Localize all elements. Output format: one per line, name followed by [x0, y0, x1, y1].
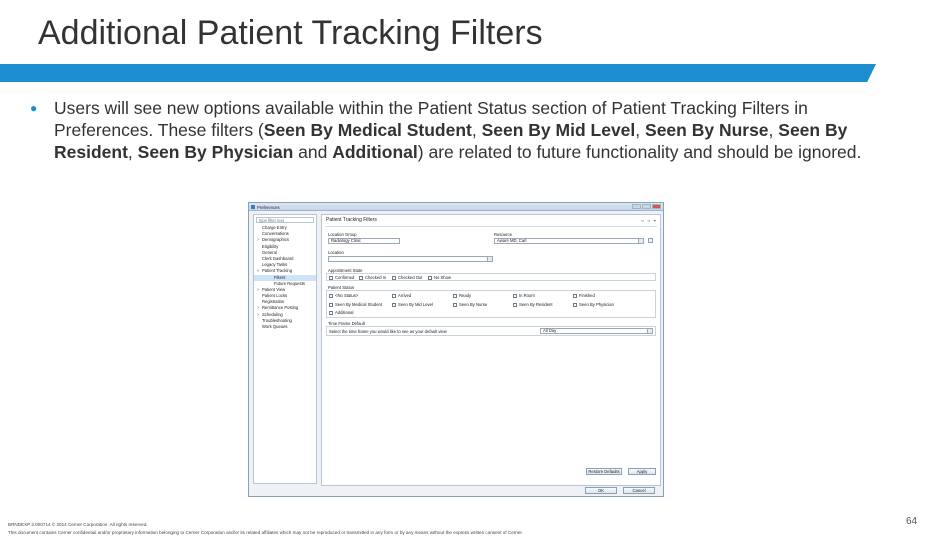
- nav-item[interactable]: > Scheduling: [254, 312, 316, 318]
- checkbox-label: Arrived: [398, 293, 412, 298]
- chevron-down-icon[interactable]: [487, 257, 492, 261]
- checkbox-label: Finished: [579, 293, 595, 298]
- bold-seen-by-medical-student: Seen By Medical Student: [263, 120, 472, 140]
- location-group-label: Location Group: [328, 232, 357, 237]
- checkbox-box[interactable]: [513, 303, 517, 307]
- bullet-text-part: ,: [127, 142, 138, 162]
- bullet-text-part: ,: [768, 120, 779, 140]
- resource-lookup-button[interactable]: [648, 238, 653, 243]
- nav-item[interactable]: Registration: [262, 299, 285, 305]
- nav-item[interactable]: Troubleshooting: [262, 317, 292, 323]
- checkbox-label: In Room: [519, 293, 535, 298]
- confirmed-checkbox[interactable]: [329, 275, 354, 280]
- panel-title: Patient Tracking Filters: [326, 217, 377, 223]
- bullet-text: [54, 97, 880, 163]
- bullet-text-part: Users will see new options available within the Patient Status section of Patient Tracking Filters in Preferences. These filters (: [54, 98, 808, 140]
- nav-item[interactable]: v Patient Tracking: [254, 268, 316, 274]
- checkbox-box[interactable]: [513, 294, 517, 298]
- location-group-field[interactable]: [328, 238, 400, 244]
- checkbox-label: No Show: [434, 275, 451, 280]
- bullet-text-part: ) are related to future functionality and should be ignored.: [417, 142, 862, 162]
- checkbox-label: Ready: [459, 293, 472, 298]
- nav-item[interactable]: Conversations: [262, 231, 289, 237]
- checkbox-box[interactable]: [453, 294, 457, 298]
- maximize-icon[interactable]: [642, 204, 651, 209]
- bullet-text-part: ,: [635, 120, 646, 140]
- footer-copyright: BRNDEXP 2.000714 © 2014 Cerner Corporation. All rights reserved.: [8, 522, 148, 527]
- nav-item[interactable]: Clerk Dashboard: [262, 255, 294, 261]
- forward-arrow-icon[interactable]: ⇨: [647, 218, 651, 223]
- checkbox-box[interactable]: [392, 303, 396, 307]
- checkbox-label: Additional: [335, 310, 354, 315]
- title-accent-bar: [0, 64, 876, 82]
- chevron-down-icon[interactable]: [638, 239, 643, 243]
- nav-item[interactable]: > Patient View: [254, 287, 316, 293]
- seen-by-mid-level-checkbox[interactable]: [392, 302, 433, 307]
- checkbox-box[interactable]: [329, 303, 333, 307]
- checkbox-label: Checked In: [365, 275, 387, 280]
- slide-title: Additional Patient Tracking Filters: [38, 14, 543, 52]
- minimize-icon[interactable]: [632, 204, 641, 209]
- checkbox-label: Seen By Resident: [519, 302, 553, 307]
- checkbox-label: Confirmed: [335, 275, 355, 280]
- bold-seen-by-mid-level: Seen By Mid Level: [481, 120, 636, 140]
- seen-by-medical-student-checkbox[interactable]: [329, 302, 382, 307]
- checkbox-box[interactable]: [359, 276, 363, 280]
- checkbox-box[interactable]: [428, 276, 432, 280]
- finished-checkbox[interactable]: [573, 293, 595, 298]
- checkbox-box[interactable]: [453, 303, 457, 307]
- close-icon[interactable]: [652, 204, 661, 209]
- chevron-down-icon[interactable]: [647, 329, 652, 333]
- checkbox-label: <No Status>: [335, 293, 359, 298]
- ready-checkbox[interactable]: [453, 293, 471, 298]
- restore-defaults-button[interactable]: Restore Defaults: [586, 468, 622, 475]
- nav-item[interactable]: Future Requests: [274, 280, 305, 286]
- preferences-dialog: [248, 202, 664, 497]
- bullet-text-part: and: [293, 142, 333, 162]
- panel-toolbar: [641, 218, 656, 223]
- nav-item[interactable]: Work Queues: [262, 324, 288, 329]
- time-frame-prompt: Select the time frame you would like to see as your default view: [329, 328, 447, 334]
- no-status-checkbox[interactable]: [329, 293, 358, 298]
- appointment-state-label: Appointment State: [328, 268, 363, 273]
- dialog-titlebar[interactable]: [249, 203, 663, 211]
- seen-by-resident-checkbox[interactable]: [513, 302, 553, 307]
- nav-item[interactable]: > Remittance Posting: [254, 305, 316, 311]
- nav-item[interactable]: Eligibility: [262, 243, 279, 249]
- nav-list: [254, 225, 316, 330]
- footer-confidentiality: This document contains Cerner confidential and/or proprietary information belonging to Cerner Corporation and/or its related affiliates which may not be reproduced or transmitted in any form or by any means without the express written consent of Cerner.: [8, 530, 523, 535]
- seen-by-physician-checkbox[interactable]: [573, 302, 614, 307]
- checkbox-box[interactable]: [573, 294, 577, 298]
- resource-field[interactable]: [494, 238, 644, 244]
- bullet-paragraph: [30, 97, 880, 163]
- checkbox-label: Seen By Nurse: [459, 302, 488, 307]
- nav-item[interactable]: General: [262, 249, 277, 255]
- app-icon: [251, 205, 255, 209]
- divider: [325, 226, 657, 227]
- no-show-checkbox[interactable]: [428, 275, 451, 280]
- in-room-checkbox[interactable]: [513, 293, 535, 298]
- nav-item[interactable]: Legacy Tasks: [262, 262, 288, 268]
- checkbox-box[interactable]: [329, 311, 333, 315]
- bold-seen-by-physician: Seen By Physician: [137, 142, 294, 162]
- checked-out-checkbox[interactable]: [392, 275, 422, 280]
- apply-button[interactable]: Apply: [628, 468, 656, 475]
- page-number: 64: [906, 516, 918, 527]
- checkbox-box[interactable]: [329, 294, 333, 298]
- nav-item[interactable]: > Demographics: [254, 237, 316, 243]
- filters-panel: [321, 214, 661, 486]
- cancel-button[interactable]: Cancel: [623, 487, 655, 494]
- checkbox-label: Seen By Physician: [579, 302, 614, 307]
- additional-checkbox[interactable]: [329, 310, 353, 315]
- ok-button[interactable]: OK: [585, 487, 617, 494]
- bold-additional: Additional: [332, 142, 418, 162]
- preferences-nav-tree: [253, 214, 317, 484]
- nav-item[interactable]: Patient Locks: [262, 293, 288, 299]
- bullet-dot-icon: ●: [30, 101, 38, 115]
- patient-status-label: Patient Status: [328, 285, 355, 290]
- checkbox-label: Checked Out: [398, 275, 423, 280]
- bullet-text-part: ,: [471, 120, 482, 140]
- checkbox-box[interactable]: [329, 276, 333, 280]
- back-arrow-icon[interactable]: ⇦: [640, 218, 645, 223]
- arrived-checkbox[interactable]: [392, 293, 411, 298]
- seen-by-nurse-checkbox[interactable]: [453, 302, 487, 307]
- bold-seen-by-resident: Seen By Resident: [54, 120, 848, 162]
- checkbox-label: Seen By Mid Level: [398, 302, 433, 307]
- checkbox-box[interactable]: [392, 294, 396, 298]
- filter-input[interactable]: type filter text: [256, 217, 314, 223]
- window-controls: [632, 204, 661, 209]
- time-frame-value: All Day: [543, 328, 557, 333]
- menu-icon[interactable]: ▾: [653, 218, 656, 223]
- nav-item[interactable]: Charge Entry: [262, 225, 287, 230]
- checked-in-checkbox[interactable]: [359, 275, 386, 280]
- dialog-title: Preferences: [257, 204, 280, 210]
- location-group-value: Radiology Clinic: [331, 238, 362, 243]
- time-frame-select[interactable]: [540, 328, 653, 334]
- time-frame-label: Time Frame Default: [328, 321, 365, 326]
- checkbox-box[interactable]: [573, 303, 577, 307]
- bold-seen-by-nurse: Seen By Nurse: [645, 120, 769, 140]
- checkbox-label: Seen By Medical Student: [335, 302, 383, 307]
- resource-value: Aware MD, Carl: [497, 238, 527, 243]
- nav-item[interactable]: Filters: [254, 275, 316, 281]
- resource-label: Resource: [494, 232, 512, 237]
- checkbox-box[interactable]: [392, 276, 396, 280]
- location-label: Location: [328, 250, 344, 255]
- location-field[interactable]: [328, 256, 493, 262]
